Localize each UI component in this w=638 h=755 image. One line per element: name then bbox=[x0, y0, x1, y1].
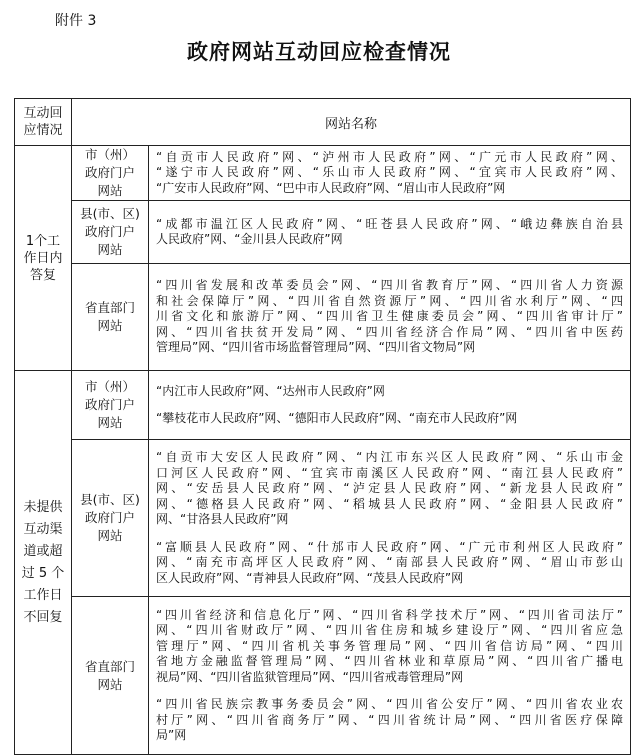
site-list-line: 省地方金融监督管理局”网、“四川省林业和草原局”网、“四川省广播电 bbox=[156, 654, 624, 668]
table-row bbox=[15, 201, 631, 264]
site-list-line: “攀枝花市人民政府”网、“德阳市人民政府”网、“南充市人民政府”网 bbox=[156, 411, 518, 425]
category-line: 网站 bbox=[97, 676, 123, 692]
site-list-paragraph bbox=[156, 278, 623, 356]
site-category-cell bbox=[72, 371, 149, 440]
site-list-paragraph bbox=[156, 150, 623, 197]
site-list-line: 网、“安岳县人民政府”网、“泸定县人民政府”网、“新龙县人民政府” bbox=[156, 481, 624, 495]
header-status bbox=[15, 99, 72, 146]
site-list-line: 网、“四川省扶贫开发局”网、“四川省经济合作局”网、“四川省中医药 bbox=[156, 324, 624, 339]
site-list-line: 网、“南充市高坪区人民政府”网、“南部县人民政府”网、“眉山市彭山 bbox=[156, 555, 624, 569]
site-list-cell bbox=[149, 146, 631, 201]
site-category-cell bbox=[72, 201, 149, 264]
status-line: 作日内 bbox=[23, 250, 63, 266]
site-list-line: 管理局”网、“四川省市场监督管理局”网、“四川省文物局”网 bbox=[156, 340, 476, 355]
inspection-table bbox=[14, 98, 631, 755]
site-list-paragraph bbox=[156, 411, 623, 427]
site-list-line: 口河区人民政府”网、“宜宾市南溪区人民政府”网、“南江县人民政府” bbox=[156, 465, 624, 480]
site-category-cell bbox=[72, 440, 149, 597]
category-line: 网站 bbox=[97, 528, 123, 543]
site-list-cell bbox=[149, 371, 631, 440]
site-list-cell bbox=[149, 440, 631, 597]
attachment-label: 附件 3 bbox=[55, 13, 97, 29]
site-list-line: 视局”网、“四川省监狱管理局”网、“四川省戒毒管理局”网 bbox=[156, 669, 464, 684]
site-list-cell bbox=[149, 201, 631, 264]
header-status-line: 应情况 bbox=[23, 123, 63, 138]
site-list-line: “成都市温江区人民政府”网、“旺苍县人民政府”网、“峨边彝族自治县 bbox=[156, 216, 624, 231]
category-line: 政府门户 bbox=[84, 397, 135, 412]
site-list-line: 网、“甘洛县人民政府”网 bbox=[156, 512, 289, 526]
site-list-line: “富顺县人民政府”网、“什邡市人民政府”网、“广元市利州区人民政府” bbox=[156, 539, 624, 554]
site-list-line: “广安市人民政府”网、“巴中市人民政府”网、“眉山市人民政府”网 bbox=[156, 180, 506, 195]
page-title: 政府网站互动回应检查情况 bbox=[187, 39, 451, 64]
status-line: 答复 bbox=[29, 267, 56, 283]
site-list-paragraph bbox=[156, 384, 623, 400]
site-category-cell bbox=[72, 146, 149, 201]
category-line: 县(市、区) bbox=[80, 206, 140, 221]
site-list-line: “内江市人民政府”网、“达州市人民政府”网 bbox=[156, 383, 385, 398]
site-list-paragraph bbox=[156, 697, 623, 744]
site-list-line: 网、“四川省财政厅”网、“四川省住房和城乡建设厅”网、“四川省应急 bbox=[156, 623, 624, 637]
site-list-line: 人民政府”网、“金川县人民政府”网 bbox=[156, 232, 343, 246]
site-list-cell bbox=[149, 597, 631, 755]
site-list-line: “四川省发展和改革委员会”网、“四川省教育厅”网、“四川省人力资源 bbox=[156, 278, 624, 293]
category-line: 省直部门 bbox=[84, 658, 135, 674]
status-line: 未提供 bbox=[23, 499, 63, 515]
status-line: 工作日 bbox=[23, 587, 63, 603]
category-line: 政府门户 bbox=[84, 165, 135, 180]
category-line: 网站 bbox=[97, 242, 123, 257]
site-list-paragraph bbox=[156, 217, 623, 248]
status-line: 不回复 bbox=[23, 609, 63, 625]
status-line: 1个工 bbox=[25, 233, 61, 249]
category-line: 市（州） bbox=[84, 147, 135, 162]
site-list-line: “自贡市人民政府”网、“泸州市人民政府”网、“广元市人民政府”网、 bbox=[156, 149, 624, 164]
category-line: 网站 bbox=[97, 183, 123, 198]
site-list-paragraph bbox=[156, 608, 623, 686]
category-line: 政府门户 bbox=[84, 510, 135, 525]
site-list-line: 和社会保障厅”网、“四川省自然资源厅”网、“四川省水利厅”网、“四 bbox=[156, 293, 624, 308]
site-list-line: 村厅”网、“四川省商务厅”网、“四川省统计局”网、“四川省医疗保障 bbox=[156, 712, 624, 727]
category-line: 政府门户 bbox=[84, 224, 135, 239]
header-status-line: 互动回 bbox=[23, 106, 63, 121]
site-list-line: “遂宁市人民政府”网、“乐山市人民政府”网、“宜宾市人民政府”网、 bbox=[156, 165, 624, 180]
table-row bbox=[15, 371, 631, 440]
status-line: 互动渠 bbox=[23, 521, 63, 537]
site-category-cell bbox=[72, 264, 149, 371]
category-line: 市（州） bbox=[84, 379, 135, 394]
site-list-line: 川省文化和旅游厅”网、“四川省卫生健康委员会”网、“四川省审计厅” bbox=[156, 309, 624, 324]
response-status-cell bbox=[15, 371, 72, 755]
site-category-cell bbox=[72, 597, 149, 755]
table-header-row bbox=[15, 99, 631, 146]
table-row bbox=[15, 597, 631, 755]
site-list-line: 管理厅”网、“四川省机关事务管理局”网、“四川省信访局”网、“四川 bbox=[156, 638, 624, 653]
site-list-cell bbox=[149, 264, 631, 371]
category-line: 省直部门 bbox=[84, 300, 135, 315]
response-status-cell bbox=[15, 146, 72, 371]
site-list-paragraph bbox=[156, 450, 623, 528]
header-site-name: 网站名称 bbox=[72, 99, 631, 146]
status-line: 过 5 个 bbox=[21, 565, 65, 581]
site-list-line: “四川省经济和信息化厅”网、“四川省科学技术厅”网、“四川省司法厅” bbox=[156, 607, 624, 622]
status-line: 道或超 bbox=[23, 543, 63, 559]
site-list-line: 局”网 bbox=[156, 728, 187, 742]
table-row bbox=[15, 264, 631, 371]
site-list-line: “四川省民族宗教事务委员会”网、“四川省公安厅”网、“四川省农业农 bbox=[156, 697, 624, 711]
category-line: 网站 bbox=[97, 318, 123, 333]
site-list-paragraph bbox=[156, 540, 623, 587]
site-list-line: “自贡市大安区人民政府”网、“内江市东兴区人民政府”网、“乐山市金 bbox=[156, 450, 624, 464]
category-line: 网站 bbox=[97, 415, 123, 430]
site-list-line: 区人民政府”网、“青神县人民政府”网、“茂县人民政府”网 bbox=[156, 570, 464, 585]
table-row bbox=[15, 440, 631, 597]
site-list-line: 网、“德格县人民政府”网、“稻城县人民政府”网、“金阳县人民政府” bbox=[156, 496, 624, 511]
table-row bbox=[15, 146, 631, 201]
category-line: 县(市、区) bbox=[80, 492, 140, 507]
